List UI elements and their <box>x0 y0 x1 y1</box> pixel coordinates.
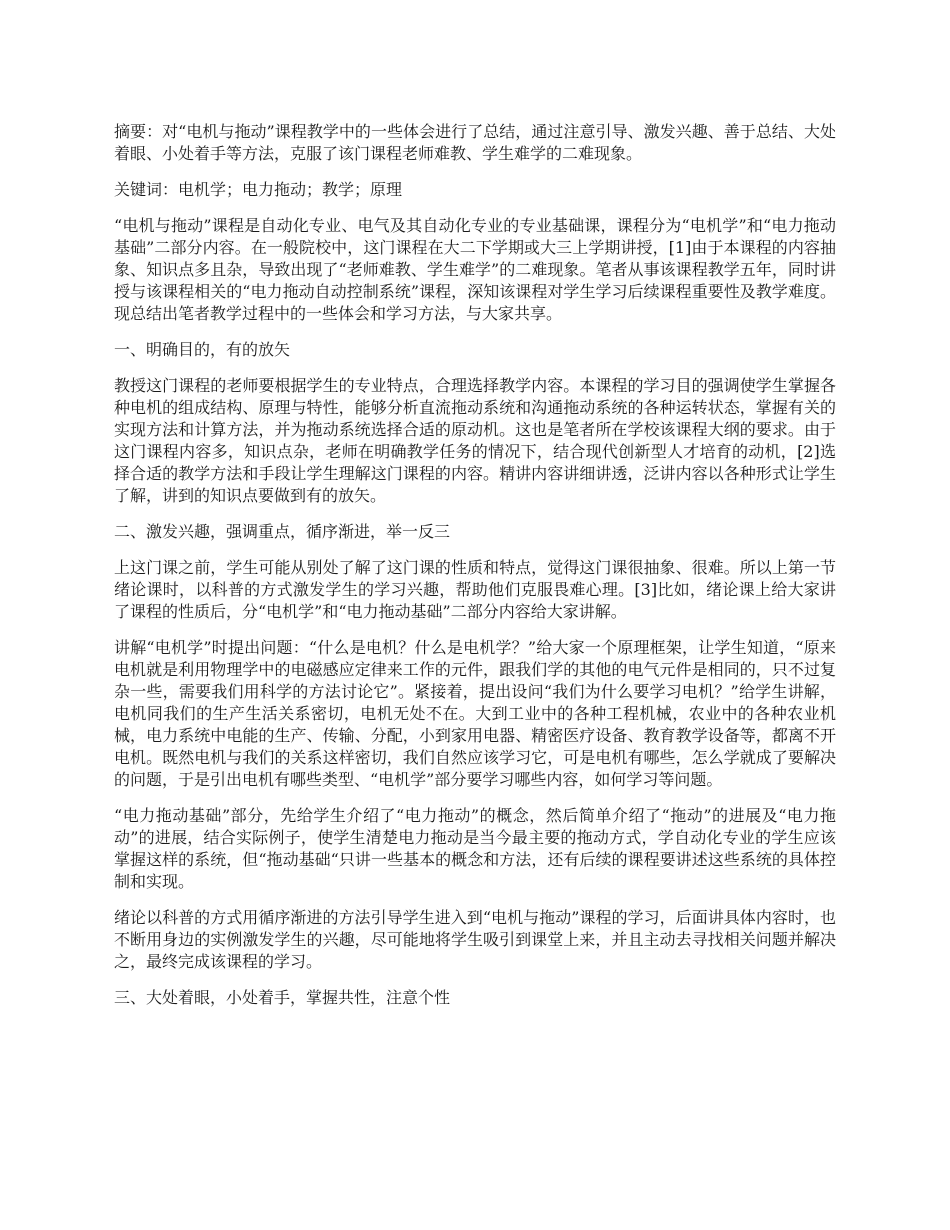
section2-paragraph-4: 绪论以科普的方式用循序渐进的方法引导学生进入到“电机与拖动”课程的学习，后面讲具体内容时，也不断用身边的实例激发学生的兴趣，尽可能地将学生吸引到课堂上来，并且主动去寻找相关问题并解决之，最终完成该课程的学习。 <box>114 908 836 971</box>
keywords-line: 关键词：电机学；电力拖动；教学；原理 <box>114 180 403 199</box>
document-page <box>114 121 836 1023</box>
section1-paragraph-1: 教授这门课程的老师要根据学生的专业特点，合理选择教学内容。本课程的学习目的强调使学生掌握各种电机的组成结构、原理与特性，能够分析直流拖动系统和沟通拖动系统的各种运转状态，掌握有关的实现方法和计算方法，并为拖动系统选择合适的原动机。这也是笔者所在学校该课程大纲的要求。由于这门课程内容多，知识点杂，老师在明确教学任务的情况下，结合现代创新型人才培育的动机，[2]选择合适的教学方法和手段让学生理解这门课程的内容。精讲内容讲细讲透，泛讲内容以各种形式让学生了解，讲到的知识点要做到有的放矢。 <box>114 376 836 505</box>
intro-paragraph: “电机与拖动”课程是自动化专业、电气及其自动化专业的专业基础课，课程分为“电机学”和“电力拖动基础”二部分内容。在一般院校中，这门课程在大二下学期或大三上学期讲授，[1]由于本课程的内容抽象、知识点多且杂，导致出现了“老师难教、学生难学”的二难现象。笔者从事该课程教学五年，同时讲授与该课程相关的“电力拖动自动控制系统”课程，深知该课程对学生学习后续课程重要性及教学难度。现总结出笔者教学过程中的一些体会和学习方法，与大家共享。 <box>114 216 836 323</box>
section-heading-2: 二、激发兴趣，强调重点，循序渐进，举一反三 <box>114 522 451 541</box>
section2-paragraph-1: 上这门课之前，学生可能从别处了解了这门课的性质和特点，觉得这门课很抽象、很难。所以上第一节绪论课时，以科普的方式激发学生的学习兴趣，帮助他们克服畏难心理。[3]比如，绪论课上给大家讲了课程的性质后，分“电机学”和“电力拖动基础”二部分内容给大家讲解。 <box>114 558 836 621</box>
section-heading-1: 一、明确目的，有的放矢 <box>114 340 291 359</box>
section2-paragraph-3: “电力拖动基础”部分，先给学生介绍了“电力拖动”的概念，然后简单介绍了“拖动”的进展及“电力拖动”的进展，结合实际例子，使学生清楚电力拖动是当今最主要的拖动方式，学自动化专业的学生应该掌握这样的系统，但“拖动基础“只讲一些基本的概念和方法，还有后续的课程要讲述这些系统的具体控制和实现。 <box>114 806 836 891</box>
section2-paragraph-2: 讲解“电机学”时提出问题：“什么是电机？什么是电机学？”给大家一个原理框架，让学生知道，“原来电机就是利用物理学中的电磁感应定律来工作的元件，跟我们学的其他的电气元件是相同的，只不过复杂一些，需要我们用科学的方法讨论它”。紧接着，提出设问“我们为什么要学习电机？”给学生讲解，电机同我们的生产生活关系密切，电机无处不在。大到工业中的各种工程机械，农业中的各种农业机械，电力系统中电能的生产、传输、分配，小到家用电器、精密医疗设备、教育教学设备等，都离不开电机。既然电机与我们的关系这样密切，我们自然应该学习它，可是电机有哪些，怎么学就成了要解决的问题，于是引出电机有哪些类型、“电机学”部分要学习哪些内容，如何学习等问题。 <box>114 638 836 789</box>
section-heading-3: 三、大处着眼，小处着手，掌握共性，注意个性 <box>114 988 451 1007</box>
abstract-paragraph: 摘要：对“电机与拖动”课程教学中的一些体会进行了总结，通过注意引导、激发兴趣、善于总结、大处着眼、小处着手等方法，克服了该门课程老师难教、学生难学的二难现象。 <box>114 122 836 163</box>
